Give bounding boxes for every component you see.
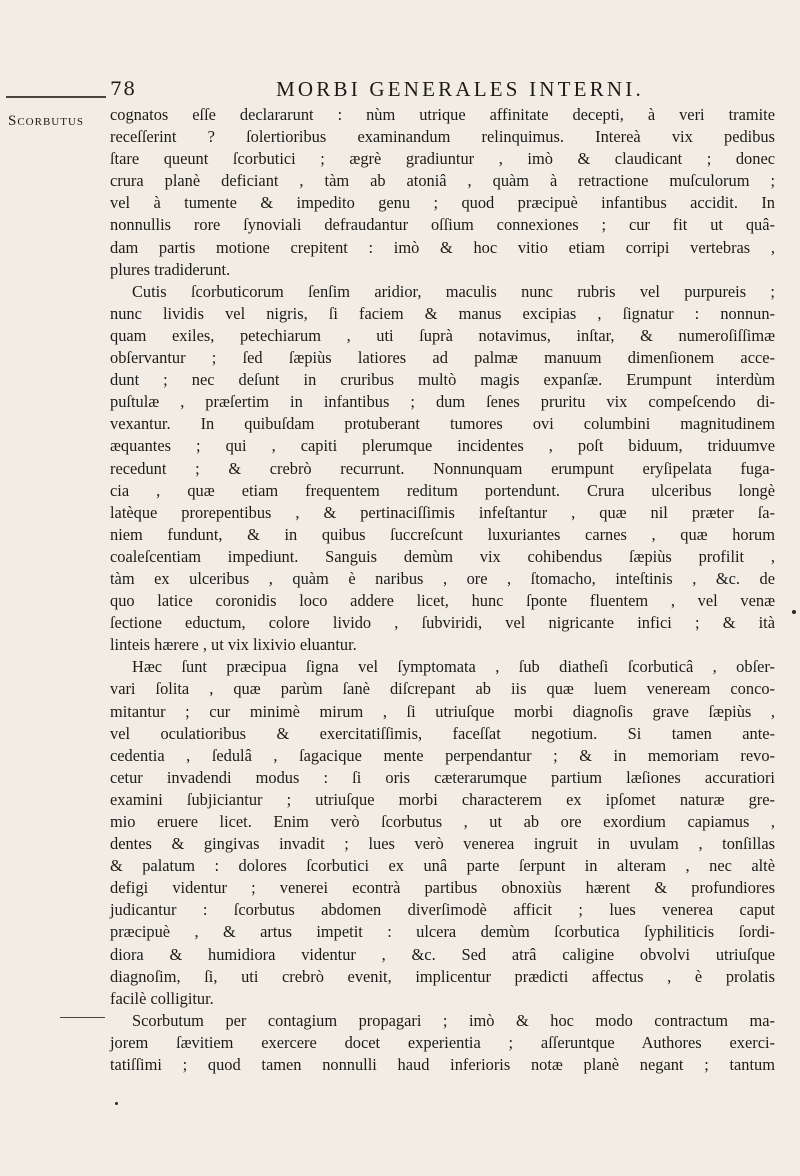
page-header (110, 66, 770, 106)
text-line: puſtulæ , præſertim in infantibus ; dum ſenes pruritu vix compeſcendo di- (110, 392, 775, 412)
text-line: obſervantur ; ſed ſæpiùs latiores ad palmæ manuum dimenſionem acce- (110, 348, 775, 368)
ink-speck (115, 1102, 118, 1105)
margin-dash (60, 1017, 105, 1018)
text-line: niem fundunt, & in quibus ſuccreſcunt luxuriantes carnes , quæ horum (110, 524, 775, 544)
text-line: Scorbutum per contagium propagari ; imò & hoc modo contractum ma- (132, 1010, 775, 1030)
text-line: Hæc ſunt præcipua ſigna vel ſymptomata , ſub diatheſi ſcorbuticâ , obſer- (132, 657, 775, 677)
text-line: cia , quæ etiam frequentem reditum portendunt. Crura ulceribus longè (110, 480, 775, 500)
text-line: coaleſcentiam impediunt. Sanguis demùm vix cohibendus ſæpiùs profilit , (110, 546, 775, 566)
text-line: mitantur ; cur minimè mirum , ſi utriuſque morbi diagnoſis grave ſæpiùs , (110, 701, 775, 721)
text-line: Cutis ſcorbuticorum ſenſim aridior, maculis nunc rubris vel purpureis ; (132, 281, 775, 301)
text-line: plures tradiderunt. (110, 259, 231, 279)
text-line: nunc lividis vel nigris, ſi faciem & manus excipias , ſignatur : nonnun- (110, 303, 775, 323)
ink-spot (792, 610, 796, 614)
text-line: linteis hærere , ut vix lixivio eluantur. (110, 635, 357, 655)
text-line: examini ſubjiciantur ; utriuſque morbi characterem ex ipſomet naturæ gre- (110, 789, 775, 809)
text-line: defigi videntur ; venerei econtrà partibus obnoxiùs hærent & profundiores (110, 878, 775, 898)
text-line: vexantur. In quibuſdam protuberant tumores ovi columbini magnitudinem (110, 414, 775, 434)
text-line: dam partis motione crepitent : imò & hoc vitio etiam corripi vertebras , (110, 237, 775, 257)
text-line: tàm ex ulceribus , quàm è naribus , ore , ſtomacho, inteſtinis , &c. de (110, 568, 775, 588)
text-line: crura planè deficiant , tàm ab atoniâ , quàm à retractione muſculorum ; (110, 171, 775, 191)
text-line: cedentia , ſedulâ , ſagacique mente perpendantur ; & in memoriam revo- (110, 745, 775, 765)
text-line: receſſerint ? ſolertioribus examinandum relinquimus. Intereà vix pedibus (110, 127, 775, 147)
text-line: dentes & gingivas invadit ; lues verò venerea ingruit in uvulam , tonſillas (110, 834, 775, 854)
text-line: æquantes ; qui , capiti plerumque incidentes , poſt biduum, triduumve (110, 436, 775, 456)
text-line: latèque prorepentibus , & pertinaciſſimis infeſtantur , quæ nil præter ſa- (110, 502, 775, 522)
text-line: ſtare queunt ſcorbutici ; ægrè gradiuntur , imò & claudicant ; donec (110, 149, 775, 169)
text-line: ſectione eductum, colore livido , ſubviridi, vel nigricante infici ; & ità (110, 613, 775, 633)
text-line: mio eruere licet. Enim verò ſcorbutus , ut ab ore exordium capiamus , (110, 812, 775, 831)
text-line: judicantur : ſcorbutus abdomen diverſimodè afficit ; lues venerea caput (110, 900, 775, 920)
margin-note: Scorbutus (8, 113, 85, 129)
running-title: MORBI GENERALES INTERNI. (276, 77, 644, 101)
text-line: cetur invadendi modus : ſi oris cæterarumque partium læſiones accuratiori (110, 767, 775, 787)
text-line: vel oculatioribus & exercitatiſſimis, faceſſat negotium. Si tamen ante- (110, 723, 775, 743)
page-number: 78 (110, 78, 137, 100)
body-text (110, 104, 775, 1076)
text-line: quo latice coronidis loco addere licet, hunc ſponte fluentem , vel venæ (110, 591, 775, 611)
text-line: diora & humidiora videntur , &c. Sed atrâ caligine obvolvi utriuſque (110, 944, 775, 964)
text-line: facilè colligitur. (110, 988, 214, 1008)
text-line: præcipuè , & artus impetit : ulcera demùm ſcorbutica ſyphiliticis ſordi- (110, 922, 775, 942)
text-line: tatiſſimi ; quod tamen nonnulli haud inferioris notæ planè negant ; tantum (110, 1055, 775, 1075)
text-line: jorem ſævitiem exercere docet experientia ; aſſeruntque Authores exerci- (110, 1032, 775, 1052)
margin-rule (6, 96, 106, 98)
text-line: cognatos eſſe declararunt : nùm utrique affinitate decepti, à veri tramite (110, 105, 775, 124)
text-line: dunt ; nec deſunt in cruribus multò magis expanſæ. Erumpunt interdùm (110, 370, 775, 390)
text-line: recedunt ; & crebrò recurrunt. Nonnunquam erumpunt eryſipelata fuga- (110, 458, 775, 478)
text-line: & palatum : dolores ſcorbutici ex unâ parte ſerpunt in alteram , nec altè (110, 856, 775, 876)
text-line: quam exiles, petechiarum , uti ſuprà notavimus, inſtar, & numeroſiſſimæ (110, 325, 775, 345)
text-line: vel à tumente & impedito genu ; quod præcipuè infantibus accidit. In (110, 193, 775, 213)
text-line: nonnullis rore ſynoviali defraudantur oſſium connexiones ; cur fit ut quâ- (110, 215, 775, 235)
text-line: vari ſolita , quæ parùm ſanè diſcrepant ab iis quæ luem veneream conco- (110, 679, 775, 699)
text-line: diagnoſim, ſi, uti crebrò evenit, implicentur prædicti affectus , è prolatis (110, 966, 775, 986)
